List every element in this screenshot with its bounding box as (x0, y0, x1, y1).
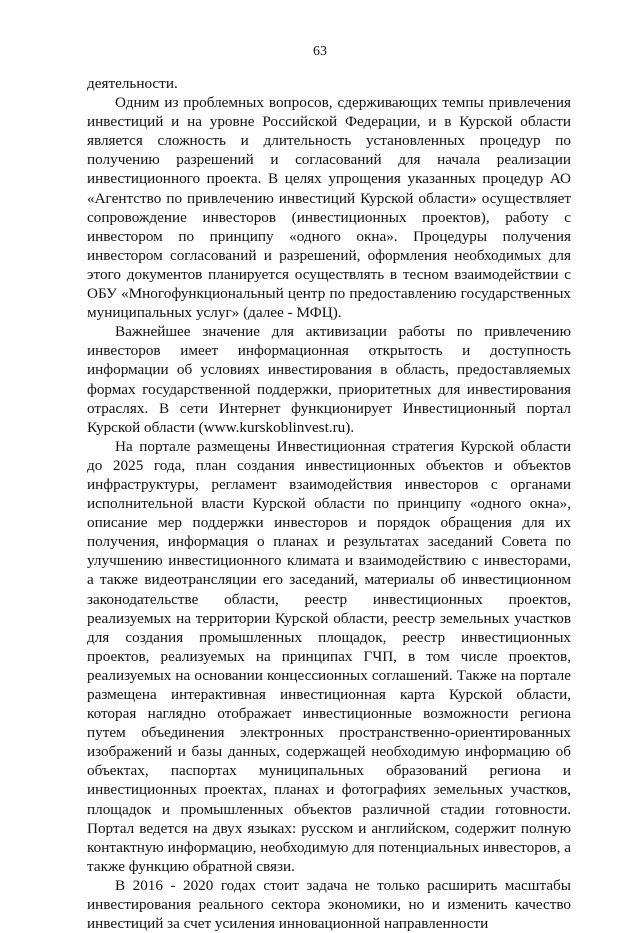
paragraph-information-openness: Важнейшее значение для активизации работы по привлечению инвесторов имеет информационная открытость и доступность информации об условиях инвестирования в область, предоставляемых формах государственной поддержки, приоритетных для инвестирования отраслях. В сети Интернет функционирует Инвестиционный портал Курской области (www.kurskoblinvest.ru). (87, 323, 571, 436)
paragraph-procedures: Одним из проблемных вопросов, сдерживающих темпы привлечения инвестиций и на уровне Российской Федерации, и в Курской области является сложность и длительность установленных процедур по получению разрешений и согласований для начала реализации инвестиционного проекта. В целях упрощения указанных процедур АО «Агентство по привлечению инвестиций Курской области» осуществляет сопровождение инвесторов (инвестиционных проектов), работу с инвестором по принципу «одного окна». Процедуры получения инвестором согласований и разрешений, оформления необходимых для этого документов планируется осуществлять в тесном взаимодействии с ОБУ «Многофункциональный центр по предоставлению государственных муниципальных услуг» (далее - МФЦ). (87, 94, 571, 322)
page-number: 63 (313, 44, 327, 59)
paragraph-continuation: деятельности. (87, 75, 178, 92)
paragraph-portal-contents: На портале размещены Инвестиционная стратегия Курской области до 2025 года, план создания инвестиционных объектов и объектов инфраструктуры, регламент взаимодействия инвесторов с органами исполнительной власти Курской области по принципу «одного окна», описание мер поддержки инвесторов и порядок обращения для их получения, информация о планах и результатах заседаний Совета по улучшению инвестиционного климата и взаимодействию с инвесторами, а также видеотрансляции его заседаний, материалы об инвестиционном законодательстве области, реестр инвестиционных проектов, реализуемых на территории Курской области, реестр земельных участков для создания промышленных площадок, реестр инвестиционных проектов, реализуемых на принципах ГЧП, в том числе проектов, реализуемых на основании концессионных соглашений. Также на портале размещена интерактивная инвестиционная карта Курской области, которая наглядно отображает инвестиционные возможности региона путем объединения электронных пространственно-ориентированных изображений и базы данных, содержащей необходимую информацию об объектах, паспортах муниципальных образований региона и инвестиционных проектах, планах и фотографиях земельных участков, площадок и промышленных объектов различной стадии готовности. Портал ведется на двух языках: русском и английском, содержит полную контактную информацию, необходимую для потенциальных инвесторов, а также функцию обратной связи. (87, 437, 571, 875)
paragraph-2016-2020-goals: В 2016 - 2020 годах стоит задача не только расширить масштабы инвестирования реального сектора экономики, но и изменить качество инвестиций за счет усиления инновационной направленности (87, 876, 571, 933)
document-body (87, 74, 571, 933)
